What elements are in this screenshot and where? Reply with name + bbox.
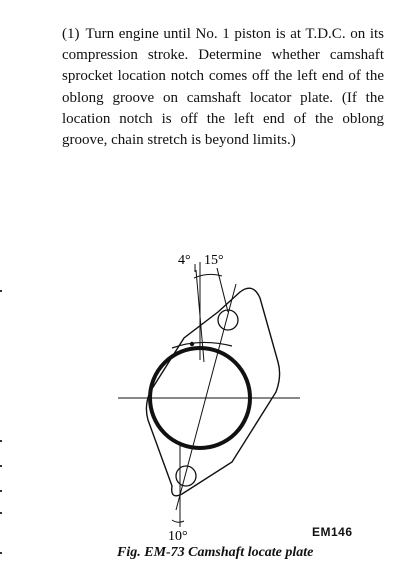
- step-number: (1): [62, 26, 80, 42]
- lower-bolt-hole: [176, 466, 196, 486]
- margin-mark: [0, 512, 2, 514]
- figure-code: EM146: [312, 525, 353, 539]
- step-text: Turn engine until No. 1 piston is at T.D.C. on its compression stroke. Determine whether camshaft sprocket location notch comes off the left end of the oblong groove on camshaft locator plate. (If the location notch is off the left end of the oblong groove, chain stretch is beyond limits.): [62, 26, 384, 149]
- bottom-angle-arc: [172, 520, 184, 522]
- margin-mark: [0, 552, 2, 554]
- top-angle-arc: [194, 274, 222, 278]
- margin-mark: [0, 440, 2, 442]
- angle-label-4: 4°: [178, 253, 191, 268]
- instruction-paragraph: [62, 24, 384, 151]
- bolt-center-line: [176, 284, 236, 510]
- angle-label-10: 10°: [168, 529, 188, 542]
- figure-caption: Fig. EM-73 Camshaft locate plate: [117, 545, 314, 560]
- plate-outline: [146, 288, 279, 496]
- reference-line-15deg: [217, 268, 228, 312]
- margin-mark: [0, 290, 2, 292]
- angle-label-15: 15°: [204, 253, 224, 268]
- margin-mark: [0, 465, 2, 467]
- margin-mark: [0, 490, 2, 492]
- location-notch: [190, 342, 194, 346]
- camshaft-plate-figure: [100, 242, 340, 542]
- camshaft-plate-diagram: [100, 242, 340, 542]
